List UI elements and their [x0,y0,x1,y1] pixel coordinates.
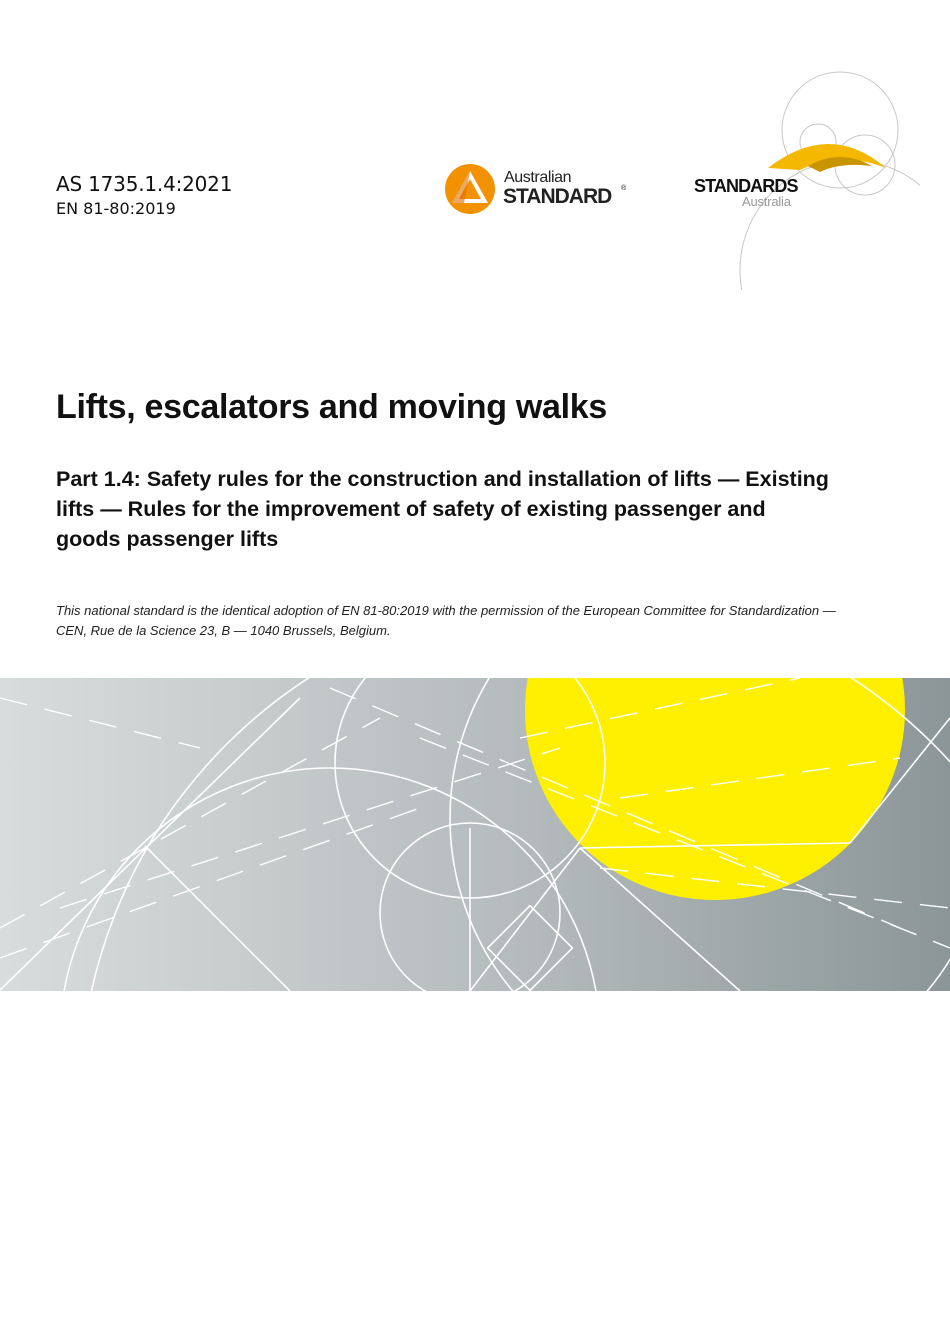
page-title: Lifts, escalators and moving walks [56,388,607,426]
en-number: EN 81-80:2019 [56,199,176,218]
standards-australia-logo [690,70,920,290]
standard-number: AS 1735.1.4:2021 [56,172,233,196]
australian-standard-triangle-icon [444,163,496,215]
registered-mark: ® [621,185,627,192]
abstract-geometric-banner-icon [0,678,950,991]
australian-standard-line2: STANDARD [503,185,612,208]
cover-banner [0,678,950,991]
standards-australia-line1: STANDARDS [694,176,798,196]
standards-australia-line2: Australia [742,194,791,209]
australian-standard-logo [444,163,634,217]
australian-standard-line1: Australian [504,169,572,186]
adoption-note: This national standard is the identical adoption of EN 81-80:2019 with the permission of the European Committee for Standardization — CEN, Rue de la Science 23, B — 1040 Brussels, Belgium. [56,603,836,638]
page-subtitle: Part 1.4: Safety rules for the construction and installation of lifts — Existing lifts — Rules for the improvement of safety of existing passenger and goods passenger lifts [56,467,829,551]
